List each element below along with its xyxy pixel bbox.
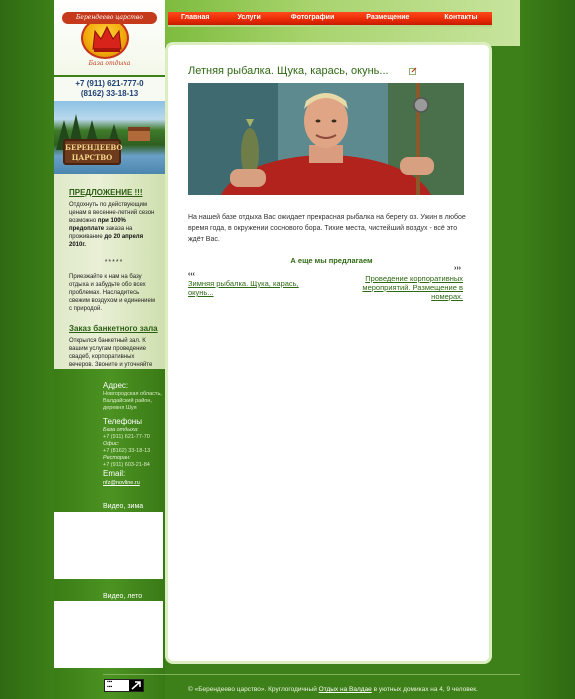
phones-label: Телефоны <box>103 417 142 426</box>
edit-icon[interactable] <box>409 67 417 75</box>
office-phone: +7 (8162) 33-18-13 <box>103 448 151 454</box>
page <box>54 0 520 699</box>
email-link[interactable]: nfz@novline.ru <box>103 480 140 486</box>
house-shape <box>128 127 150 141</box>
counter-arrow-icon <box>129 680 143 691</box>
banquet-title[interactable]: Заказ банкетного зала <box>69 324 158 333</box>
footer-copyright <box>188 686 478 693</box>
offer-text <box>69 201 159 249</box>
offers-heading: А еще мы предлагаем <box>290 256 373 265</box>
phone-mobile: +7 (911) 621-777-0 <box>75 79 144 88</box>
prev-arrow-icon[interactable]: ‹‹‹ <box>188 271 195 278</box>
footer-copyright-text: © «Берендеево царство». Круглогодичный <box>188 686 319 693</box>
offer-text-part: Отдохнуть по действующим ценам в весенне-летний сезон возможно <box>69 202 155 224</box>
restaurant-phone: +7 (911) 603-21-84 <box>103 462 150 468</box>
next-article-link[interactable]: Проведение корпоративных мероприятий. Размещение в номерах. <box>362 274 463 301</box>
email-label: Email: <box>103 469 126 478</box>
nav-contacts[interactable]: Контакты <box>444 14 478 21</box>
visit-counter[interactable] <box>104 679 144 692</box>
logo[interactable] <box>54 0 165 75</box>
article-photo <box>188 83 464 195</box>
main-column <box>165 0 520 699</box>
lake-photo <box>54 101 165 174</box>
offer-deadline: до 20 апреля 2010г. <box>69 234 144 248</box>
address-block <box>103 381 165 412</box>
prev-article-link[interactable]: Зимняя рыбалка. Щука, карась, окунь... <box>188 279 299 297</box>
footer-rest-text: в уютных домиках на 4, 9 человек. <box>371 686 478 693</box>
sign-line-1: БЕРЕНДЕЕВО <box>65 143 123 152</box>
nav-photos[interactable]: Фотографии <box>290 14 335 21</box>
email-block <box>103 469 165 486</box>
video-summer-title: Видео, лето <box>103 593 143 600</box>
offer-text-part: заказа на проживание <box>69 226 133 240</box>
sign-line-2: ЦАРСТВО <box>71 153 113 162</box>
offer-bold-part: при 100% предоплате <box>69 218 126 232</box>
offer-title[interactable]: ПРЕДЛОЖЕНИЕ !!! <box>69 188 143 197</box>
restaurant-label: Ресторан: <box>103 455 131 461</box>
contacts-panel <box>54 369 165 699</box>
wooden-sign <box>63 139 121 165</box>
counter-label: ▪▪▪ ▪▪▪ <box>105 680 129 691</box>
office-label: Офис: <box>103 441 120 447</box>
main-nav <box>168 12 492 27</box>
video-summer-player[interactable] <box>54 601 163 668</box>
video-winter-title: Видео, зима <box>103 503 144 510</box>
article-title: Летняя рыбалка. Щука, карась, окунь... <box>188 65 389 77</box>
invite-text: Приезжайте к нам на базу отдыха и забудьте обо всех проблемах. Насладитесь свежим воздухом и единением с природой. <box>69 274 155 312</box>
header-phones <box>54 77 165 103</box>
footer-link[interactable]: Отдых на Валдае <box>318 686 372 693</box>
nav-services[interactable]: Услуги <box>237 14 261 21</box>
phones-list <box>103 427 165 469</box>
next-arrow-icon[interactable]: ››› <box>454 265 461 272</box>
base-phone: +7 (911) 621-77-70 <box>103 434 150 440</box>
address-label: Адрес: <box>103 381 129 390</box>
left-column <box>54 0 165 699</box>
logo-ribbon: Берендеево царство <box>62 12 157 24</box>
nav-accommodation[interactable]: Размещение <box>366 14 410 21</box>
sidebar <box>54 174 165 369</box>
phones-block <box>103 417 165 469</box>
address-value: Новгородская область, Валдайский район, деревня Шуя <box>103 391 162 411</box>
content-panel <box>165 42 492 664</box>
article-text: На нашей базе отдыха Вас ожидает прекрасная рыбалка на берегу оз. Ужин в любое время года, в окружении соснового бора. Тихие места, чистейший воздух - всё это ждёт Вас. <box>188 214 466 243</box>
phone-landline: (8162) 33-18-13 <box>80 89 139 98</box>
footer-divider <box>103 674 520 675</box>
stars-divider: ***** <box>104 259 124 266</box>
video-winter-player[interactable] <box>54 512 163 579</box>
base-label: База отдыха: <box>103 427 139 433</box>
logo-subtitle: База отдыха <box>88 60 131 67</box>
nav-home[interactable]: Главная <box>181 14 210 21</box>
banquet-text: Открылся банкетный зал. К вашим услугам проведение свадеб, корпоративных вечеров. Звоните и уточняйте <box>69 338 153 368</box>
